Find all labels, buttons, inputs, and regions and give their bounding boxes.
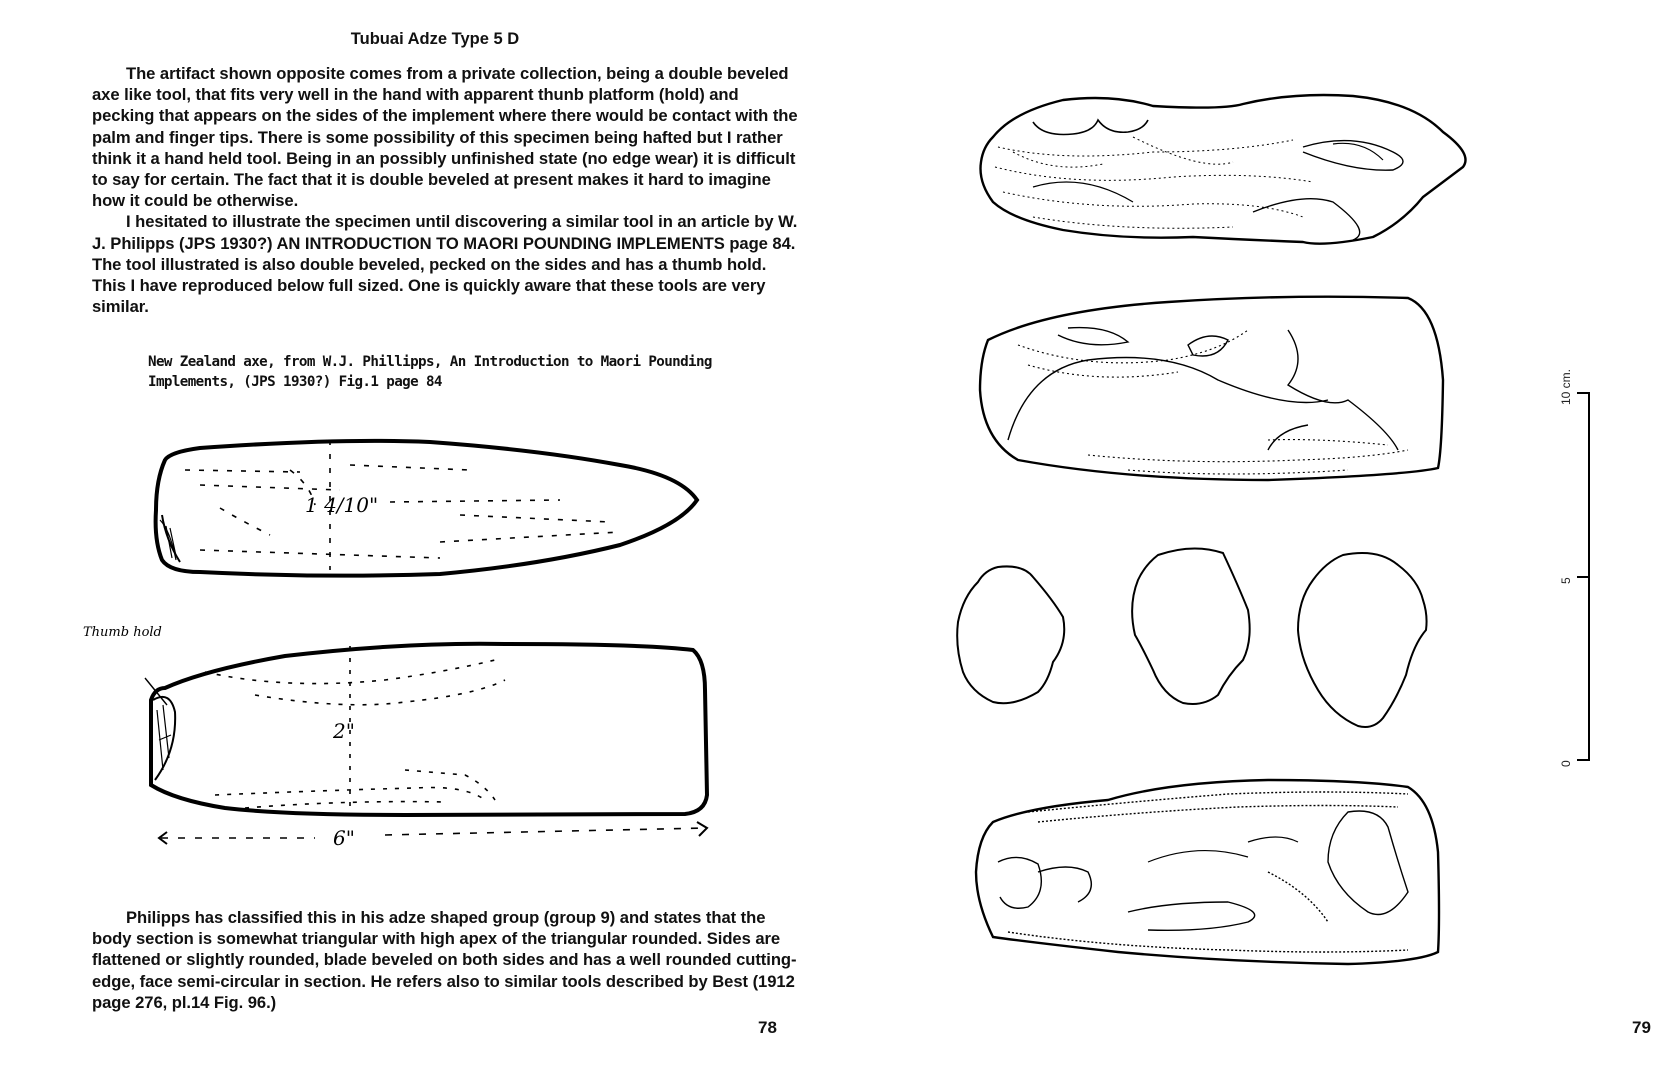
- adze-drawing-top-view: [973, 92, 1473, 262]
- adze-drawing-bottom-view: [968, 772, 1468, 972]
- scale-label-0: 0: [1559, 760, 1573, 767]
- paragraph-2: I hesitated to illustrate the specimen until discovering a similar tool in an article by W. J. Philipps (JPS 1930?) AN INTRODUCTION TO MAORI POUNDING IMPLEMENTS page 84. The tool illustrated is also double beveled, pecked on the sides and has a thumb hold. This I have reproduced below full sized. One is quickly aware that these tools are very similar.: [92, 212, 798, 317]
- width-label-upper: 1 4/10": [305, 493, 379, 517]
- page-title: Tubuai Adze Type 5 D: [350, 30, 520, 48]
- adze-drawing-side-view: [968, 290, 1468, 490]
- paragraph-1: The artifact shown opposite comes from a private collection, being a double beveled axe like tool, that fits very well in the hand with apparent thunb platform (hold) and pecking that appears on the sides of the implement where there would be contact with the palm and finger tips. There is some possibility of this specimen being hafted but I rather think it a hand held tool. Being in an possibly unfinished state (no edge wear) it is difficult to say for certain. The fact that it is double beveled at present makes it hard to imagine how it could be otherwise.: [92, 64, 798, 211]
- thumb-hold-label: Thumb hold: [83, 625, 162, 640]
- right-page: [873, 0, 1680, 1080]
- page-number-left: 78: [758, 1018, 777, 1037]
- scale-label-5: 5: [1559, 577, 1573, 584]
- axe-drawing-top-view: [140, 430, 720, 590]
- intro-text: [92, 63, 804, 317]
- figure-caption: [148, 352, 788, 392]
- caption-line-2: Implements, (JPS 1930?) Fig.1 page 84: [148, 374, 442, 390]
- cross-section-3: [1288, 550, 1438, 740]
- cross-section-2: [1123, 545, 1273, 720]
- length-label: 6": [333, 826, 355, 850]
- scale-label-10cm: 10 cm.: [1559, 368, 1573, 405]
- cross-section-1: [953, 562, 1083, 722]
- paragraph-3: Philipps has classified this in his adze shaped group (group 9) and states that the body section is somewhat triangular with high apex of the triangular rounded. Sides are flattened or slightly rounded, blade beveled on both sides and has a well rounded cutting-edge, face semi-circular in section. He refers also to similar tools described by Best (1912 page 276, pl.14 Fig. 96.): [92, 908, 797, 1012]
- caption-line-1: New Zealand axe, from W.J. Phillipps, An Introduction to Maori Pounding: [148, 354, 712, 370]
- page-number-right: 79: [1632, 1018, 1651, 1037]
- width-label-lower: 2": [333, 719, 355, 743]
- classification-text: [92, 907, 804, 1013]
- axe-drawing-side-view: [83, 625, 725, 860]
